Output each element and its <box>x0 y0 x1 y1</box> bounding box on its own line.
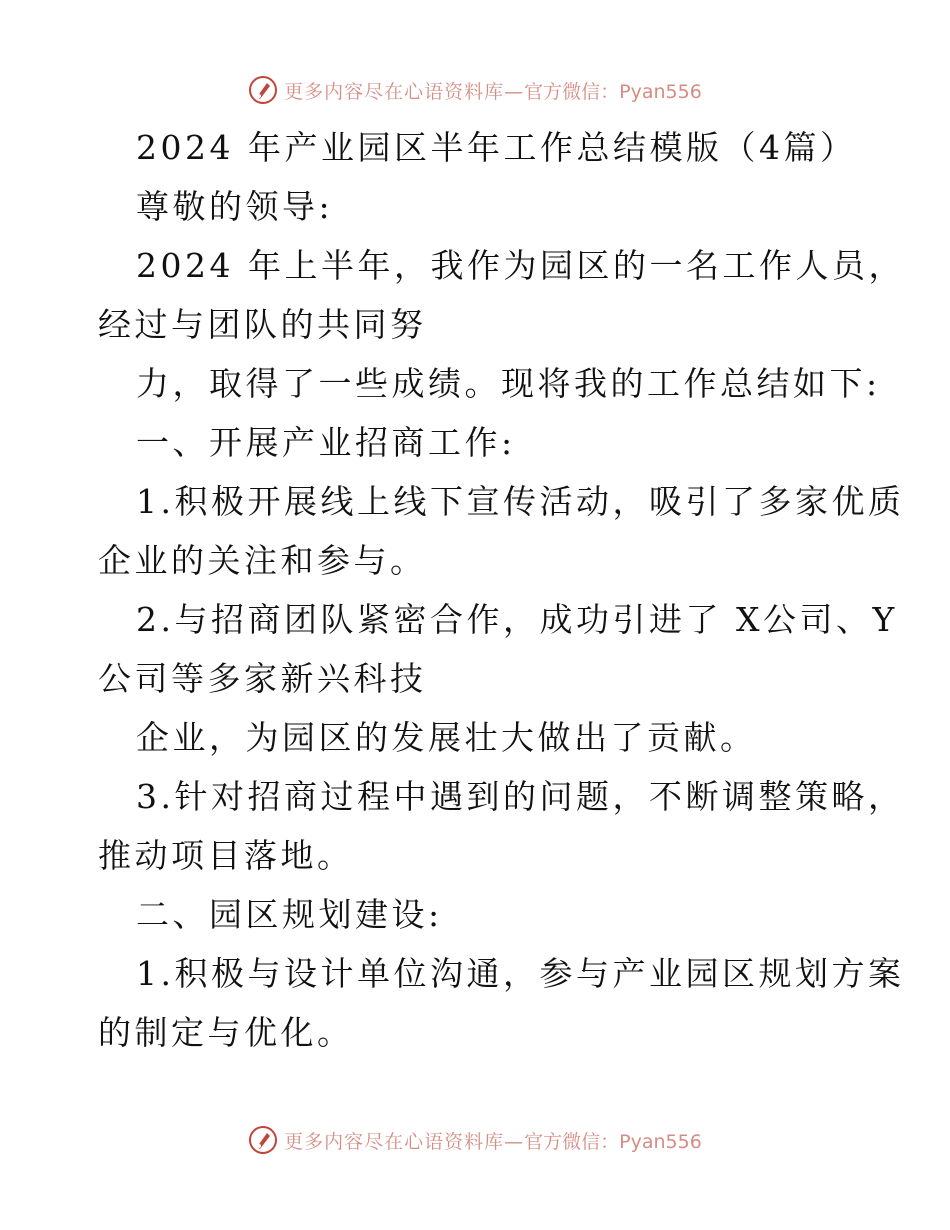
list-item: 3.针对招商过程中遇到的问题，不断调整策略， <box>136 777 905 816</box>
paragraph-line: 公司等多家新兴科技 <box>98 659 427 698</box>
document-title: 2024 年产业园区半年工作总结模版（4篇） <box>136 128 857 167</box>
footer-watermark-banner <box>0 1120 950 1160</box>
paragraph-line: 经过与团队的共同努 <box>98 305 427 344</box>
promo-text: 更多内容尽在心语资料库— <box>284 80 525 103</box>
wechat-label: 官方微信：Pyan556 <box>524 1130 702 1153</box>
paragraph-line: 力，取得了一些成绩。现将我的工作总结如下: <box>136 364 881 403</box>
paragraph-line: 推动项目落地。 <box>98 836 354 875</box>
paragraph-line: 企业的关注和参与。 <box>98 541 427 580</box>
list-item: 1.积极与设计单位沟通，参与产业园区规划方案 <box>136 954 905 993</box>
pen-nib-logo-icon <box>248 75 278 105</box>
header-watermark-banner <box>0 70 950 110</box>
document-body <box>98 118 905 1062</box>
paragraph-line: 企业，为园区的发展壮大做出了贡献。 <box>136 718 757 757</box>
salutation: 尊敬的领导: <box>136 187 334 226</box>
paragraph-line: 的制定与优化。 <box>98 1013 354 1052</box>
section-heading: 二、园区规划建设: <box>136 895 443 934</box>
pen-nib-logo-icon <box>248 1125 278 1155</box>
wechat-label: 官方微信：Pyan556 <box>524 80 702 103</box>
promo-text: 更多内容尽在心语资料库— <box>284 1130 525 1153</box>
list-item: 1.积极开展线上线下宣传活动，吸引了多家优质 <box>136 482 905 521</box>
section-heading: 一、开展产业招商工作: <box>136 423 516 462</box>
list-item: 2.与招商团队紧密合作，成功引进了 X公司、Y <box>136 600 898 639</box>
paragraph-line: 2024 年上半年，我作为园区的一名工作人员， <box>136 246 905 285</box>
